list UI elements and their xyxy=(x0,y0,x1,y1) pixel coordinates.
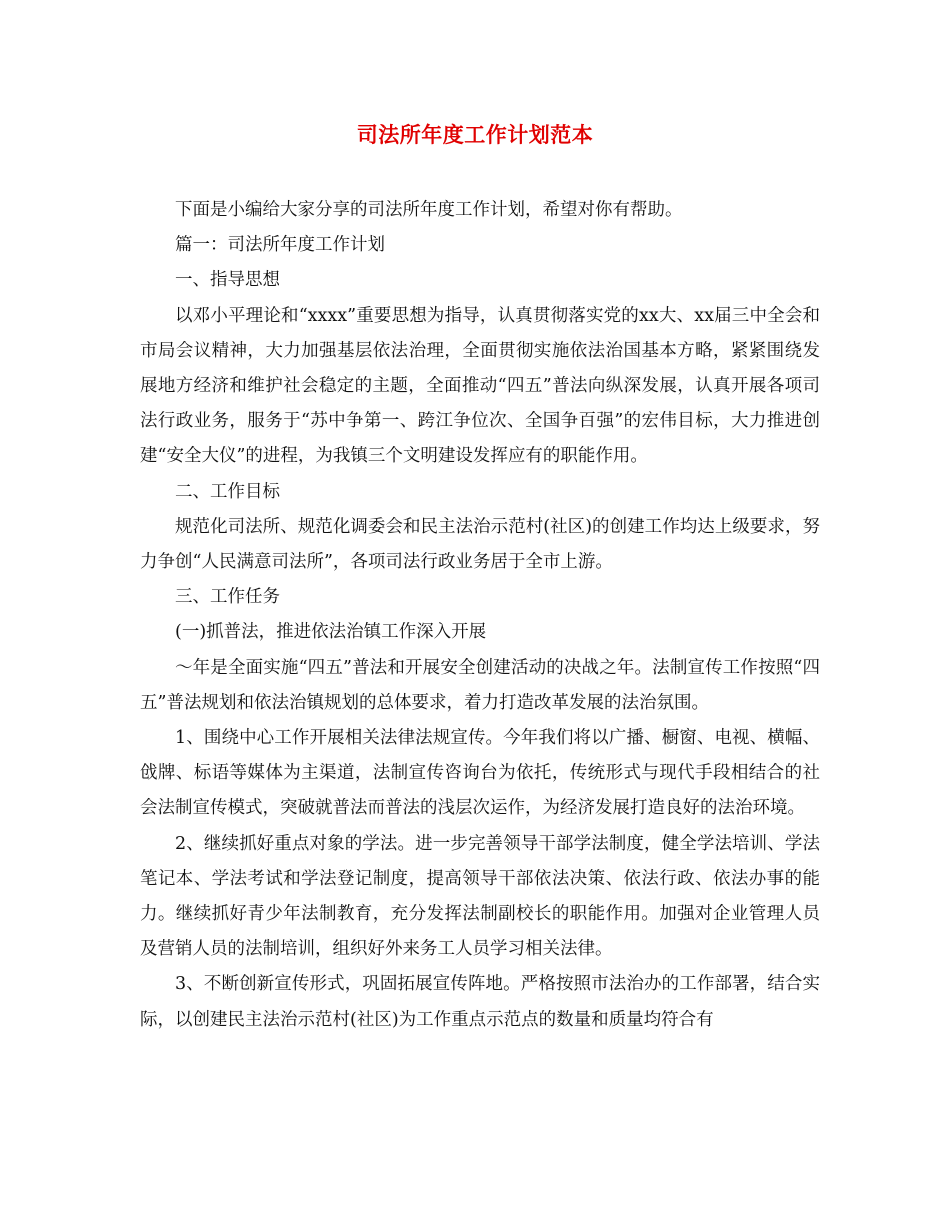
section-heading-guiding-thought: 一、指导思想 xyxy=(175,270,280,291)
section-heading-work-goals: 二、工作目标 xyxy=(175,481,280,502)
paragraph-item-2: 2、继续抓好重点对象的学法。进一步完善领导干部学法制度，健全学法培训、学法笔记本、学法考试和学法登记制度，提高领导干部依法决策、依法行政、依法办事的能力。继续抓好青少年法制教育，充分发挥法制副校长的职能作用。加强对企业管理人员及营销人员的法制培训，组织好外来务工人员学习相关法律。 xyxy=(140,833,820,960)
document-title: 司法所年度工作计划范本 xyxy=(356,123,594,147)
paragraph-legal-education: ～年是全面实施“四五”普法和开展安全创建活动的决战之年。法制宣传工作按照“四五”普法规划和依法治镇规划的总体要求，着力打造改革发展的法治氛围。 xyxy=(140,657,820,713)
paragraph-item-1: 1、围绕中心工作开展相关法律法规宣传。今年我们将以广播、橱窗、电视、横幅、戗牌、标语等媒体为主渠道，法制宣传咨询台为依托，传统形式与现代手段相结合的社会法制宣传模式，突破就普法而普法的浅层次运作，为经济发展打造良好的法治环境。 xyxy=(140,728,820,819)
paragraph-item-3: 3、不断创新宣传形式，巩固拓展宣传阵地。严格按照市法治办的工作部署，结合实际，以创建民主法治示范村(社区)为工作重点示范点的数量和质量均符合有 xyxy=(140,974,820,1030)
section-heading-work-tasks: 三、工作任务 xyxy=(175,587,280,608)
document-body xyxy=(140,193,820,1038)
paragraph-intro: 下面是小编给大家分享的司法所年度工作计划，希望对你有帮助。 xyxy=(175,200,683,220)
paragraph-guiding-thought: 以邓小平理论和“xxxx”重要思想为指导，认真贯彻落实党的xx大、xx届三中全会和市局会议精神，大力加强基层依法治理，全面贯彻实施依法治国基本方略，紧紧围绕发展地方经济和维护社会稳定的主题，全面推动“四五”普法向纵深发展，认真开展各项司法行政业务，服务于“苏中争第一、跨江争位次、全国争百强”的宏伟目标，大力推进创建“安全大仪”的进程，为我镇三个文明建设发挥应有的职能作用。 xyxy=(140,305,820,467)
paragraph-part-heading: 篇一：司法所年度工作计划 xyxy=(175,235,385,256)
paragraph-work-goals: 规范化司法所、规范化调委会和民主法治示范村(社区)的创建工作均达上级要求，努力争创“人民满意司法所”，各项司法行政业务居于全市上游。 xyxy=(140,516,820,573)
subsection-heading-legal-education: (一)抓普法，推进依法治镇工作深入开展 xyxy=(175,622,487,643)
